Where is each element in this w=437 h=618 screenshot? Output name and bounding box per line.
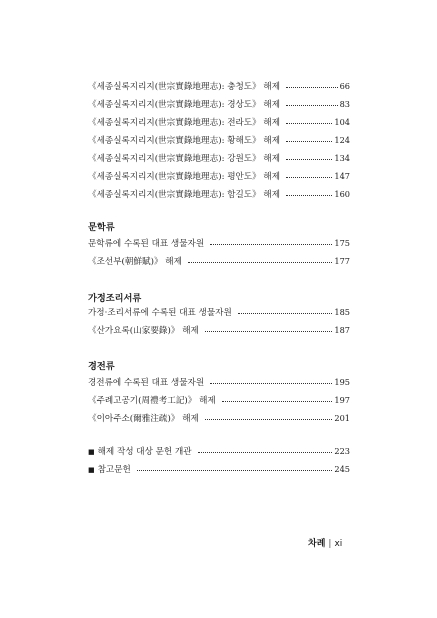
entry-title: 《조선부(朝鮮賦)》 해제: [88, 257, 182, 267]
entry-page: 185: [334, 307, 350, 317]
entry-title: 참고문헌: [97, 465, 131, 475]
entry-page: 195: [334, 377, 350, 387]
footer-page-number: xi: [334, 539, 343, 549]
entry-page: 201: [334, 413, 350, 423]
entry-title: 《이아주소(爾雅注疏)》 해제: [88, 414, 199, 424]
entry-title: 문학류에 수록된 대표 생물자원: [88, 239, 205, 249]
entry-title: 《세종실록지리지(世宗實錄地理志): 전라도》 해제: [88, 118, 281, 128]
leader-dots: [210, 243, 332, 245]
entry-page: 83: [339, 99, 350, 109]
leader-dots: [205, 330, 333, 332]
entry-page: 197: [334, 395, 350, 405]
entry-page: 134: [334, 153, 350, 163]
toc-entry: [88, 410, 350, 426]
toc-entry: [88, 392, 350, 408]
leader-dots: [198, 451, 333, 453]
entry-title: 경전류에 수록된 대표 생물자원: [88, 378, 205, 388]
leader-dots: [286, 104, 338, 106]
leader-dots: [286, 158, 332, 160]
toc-entry: [88, 253, 350, 269]
toc-entry: [88, 304, 350, 320]
leader-dots: [286, 122, 332, 124]
leader-dots: [222, 400, 333, 402]
toc-entry: [88, 235, 350, 251]
entry-title: 《세종실록지리지(世宗實錄地理志): 충청도》 해제: [88, 82, 281, 92]
toc-entry: [88, 150, 350, 166]
section-heading: 가정조리서류: [88, 293, 142, 304]
leader-dots: [210, 382, 332, 384]
toc-entry: [88, 374, 350, 390]
toc-entry: [88, 186, 350, 202]
entry-title: 《주례고공기(周禮考工記)》 해제: [88, 396, 216, 406]
section-heading: 경전류: [88, 361, 115, 372]
entry-title: 해제 작성 대상 문헌 개관: [97, 447, 192, 457]
leader-dots: [205, 418, 333, 420]
entry-page: 160: [334, 189, 350, 199]
leader-dots: [286, 86, 338, 88]
entry-title: 《세종실록지리지(世宗實錄地理志): 강원도》 해제: [88, 154, 281, 164]
entry-page: 187: [334, 325, 350, 335]
entry-page: 147: [334, 171, 350, 181]
square-bullet-icon: ■: [88, 448, 95, 456]
page-footer: [308, 536, 342, 549]
leader-dots: [137, 469, 333, 471]
entry-page: 124: [334, 135, 350, 145]
leader-dots: [286, 140, 332, 142]
toc-entry: [88, 168, 350, 184]
entry-page: 66: [339, 81, 350, 91]
toc-entry: [88, 461, 350, 477]
entry-title: 《세종실록지리지(世宗實錄地理志): 함길도》 해제: [88, 190, 281, 200]
footer-section-name: 차례: [308, 539, 326, 549]
entry-page: 245: [334, 464, 350, 474]
toc-entry: [88, 132, 350, 148]
toc-entry: [88, 114, 350, 130]
entry-title: 《세종실록지리지(世宗實錄地理志): 황해도》 해제: [88, 136, 281, 146]
leader-dots: [286, 194, 332, 196]
entry-title: 《세종실록지리지(世宗實錄地理志): 경상도》 해제: [88, 100, 281, 110]
leader-dots: [238, 312, 333, 314]
entry-title: 《세종실록지리지(世宗實錄地理志): 평안도》 해제: [88, 172, 281, 182]
square-bullet-icon: ■: [88, 466, 95, 474]
footer-separator: |: [328, 539, 332, 549]
entry-title: 가정·조리서류에 수록된 대표 생물자원: [88, 308, 232, 318]
entry-title: 《산가요록(山家要錄)》 해제: [88, 326, 199, 336]
entry-page: 223: [334, 446, 350, 456]
toc-entry: [88, 96, 350, 112]
entry-page: 175: [334, 238, 350, 248]
leader-dots: [188, 261, 332, 263]
entry-page: 104: [334, 117, 350, 127]
entry-page: 177: [334, 256, 350, 266]
toc-entry: [88, 443, 350, 459]
leader-dots: [286, 176, 332, 178]
toc-entry: [88, 322, 350, 338]
toc-entry: [88, 78, 350, 94]
section-heading: 문학류: [88, 222, 115, 233]
